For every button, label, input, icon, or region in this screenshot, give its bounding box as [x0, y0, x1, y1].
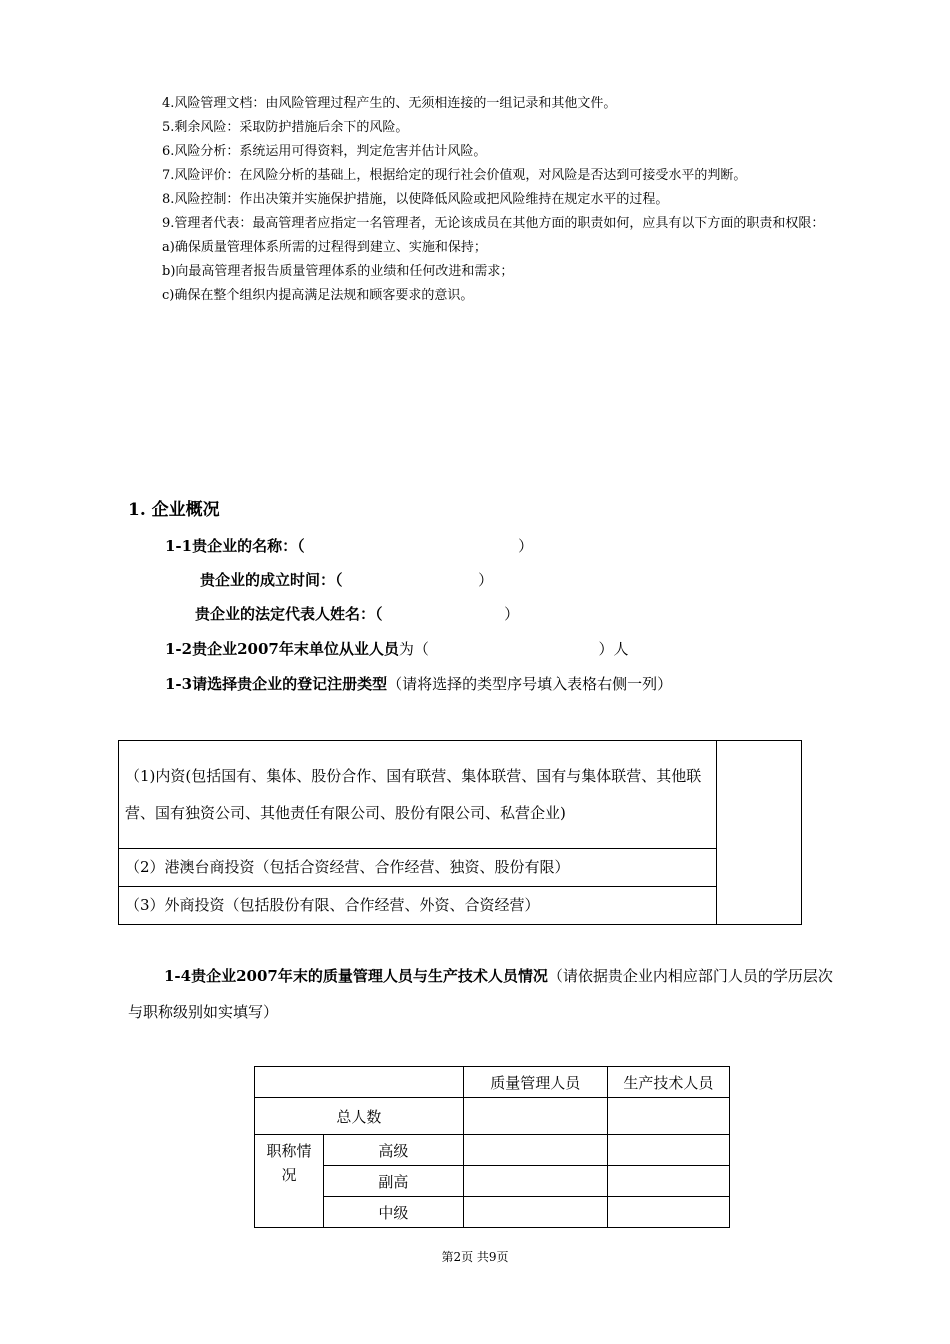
question-1-3-label: 1-3请选择贵企业的登记注册类型: [165, 675, 388, 693]
title-group-label: 职称情况: [255, 1135, 324, 1228]
registration-type-table: [118, 740, 802, 925]
page-footer: 第2页 共9页: [441, 1250, 509, 1264]
unit-label: ）人: [598, 640, 629, 658]
duty-b: b)向最高管理者报告质量管理体系的业绩和任何改进和需求；: [162, 264, 514, 279]
reg-type-2: （2）港澳台商投资（包括合资经营、合作经营、独资、股份有限）: [119, 849, 717, 887]
senior-quality-cell[interactable]: [463, 1135, 607, 1166]
associate-tech-cell[interactable]: [607, 1166, 729, 1197]
question-1-3-note: （请将选择的类型序号填入表格右侧一列）: [387, 675, 673, 693]
senior-tech-cell[interactable]: [607, 1135, 729, 1166]
paren-close: ）: [518, 537, 534, 555]
associate-quality-cell[interactable]: [463, 1166, 607, 1197]
duty-c: c)确保在整个组织内提高满足法规和顾客要求的意识。: [162, 288, 474, 303]
question-1-2: [165, 637, 628, 661]
header-quality-staff: 质量管理人员: [463, 1067, 607, 1098]
total-quality-cell[interactable]: [463, 1098, 607, 1135]
definition-8: 8.风险控制：作出决策并实施保护措施，以使降低风险或把风险维持在规定水平的过程。: [162, 192, 669, 207]
question-1-2-label: 1-2贵企业2007年末单位从业人员: [165, 640, 399, 658]
question-1-3: [165, 672, 672, 696]
definitions-block: [128, 92, 838, 308]
definition-9: 9.管理者代表：最高管理者应指定一名管理者，无论该成员在其他方面的职责如何，应具有以下方面的职责和权限：: [162, 216, 825, 231]
staff-table: [254, 1066, 730, 1228]
level-senior: 高级: [324, 1135, 464, 1166]
question-1-4: [128, 958, 838, 1030]
question-1-1: [165, 534, 533, 558]
definition-6: 6.风险分析：系统运用可得资料，判定危害并估计风险。: [162, 144, 487, 159]
level-associate-senior: 副高: [324, 1166, 464, 1197]
founding-date-label: 贵企业的成立时间：（: [200, 571, 343, 589]
question-legal-rep: [195, 602, 519, 626]
intermediate-tech-cell[interactable]: [607, 1197, 729, 1228]
section-heading: 1. 企业概况: [128, 500, 220, 520]
question-founding-date: [200, 568, 493, 592]
reg-type-answer-cell[interactable]: [717, 741, 802, 925]
legal-rep-label: 贵企业的法定代表人姓名：（: [195, 605, 383, 623]
level-intermediate: 中级: [324, 1197, 464, 1228]
question-1-4-note: （请依据贵企业内相应部门人员的学历层次与职称级别如实填写）: [128, 967, 833, 1021]
header-empty: [255, 1067, 464, 1098]
header-tech-staff: 生产技术人员: [607, 1067, 729, 1098]
total-tech-cell[interactable]: [607, 1098, 729, 1135]
reg-type-1: （1)内资(包括国有、集体、股份合作、国有联营、集体联营、国有与集体联营、其他联营、国有独资公司、其他责任有限公司、股份有限公司、私营企业): [119, 741, 717, 849]
reg-type-3: （3）外商投资（包括股份有限、合作经营、外资、合资经营）: [119, 887, 717, 925]
total-label: 总人数: [255, 1098, 464, 1135]
definition-7: 7.风险评价：在风险分析的基础上，根据给定的现行社会价值观，对风险是否达到可接受水平的判断。: [162, 168, 747, 183]
intermediate-quality-cell[interactable]: [463, 1197, 607, 1228]
question-1-4-label: 1-4贵企业2007年末的质量管理人员与生产技术人员情况: [164, 967, 548, 985]
definition-5: 5.剩余风险：采取防护措施后余下的风险。: [162, 120, 409, 135]
paren-close: ）: [504, 605, 520, 623]
paren-close: ）: [478, 571, 494, 589]
question-1-2-text: 为（: [398, 640, 429, 658]
question-1-1-label: 1-1贵企业的名称：（: [165, 537, 305, 555]
duty-a: a)确保质量管理体系所需的过程得到建立、实施和保持；: [162, 240, 487, 255]
definition-4: 4.风险管理文档：由风险管理过程产生的、无须相连接的一组记录和其他文件。: [162, 96, 617, 111]
